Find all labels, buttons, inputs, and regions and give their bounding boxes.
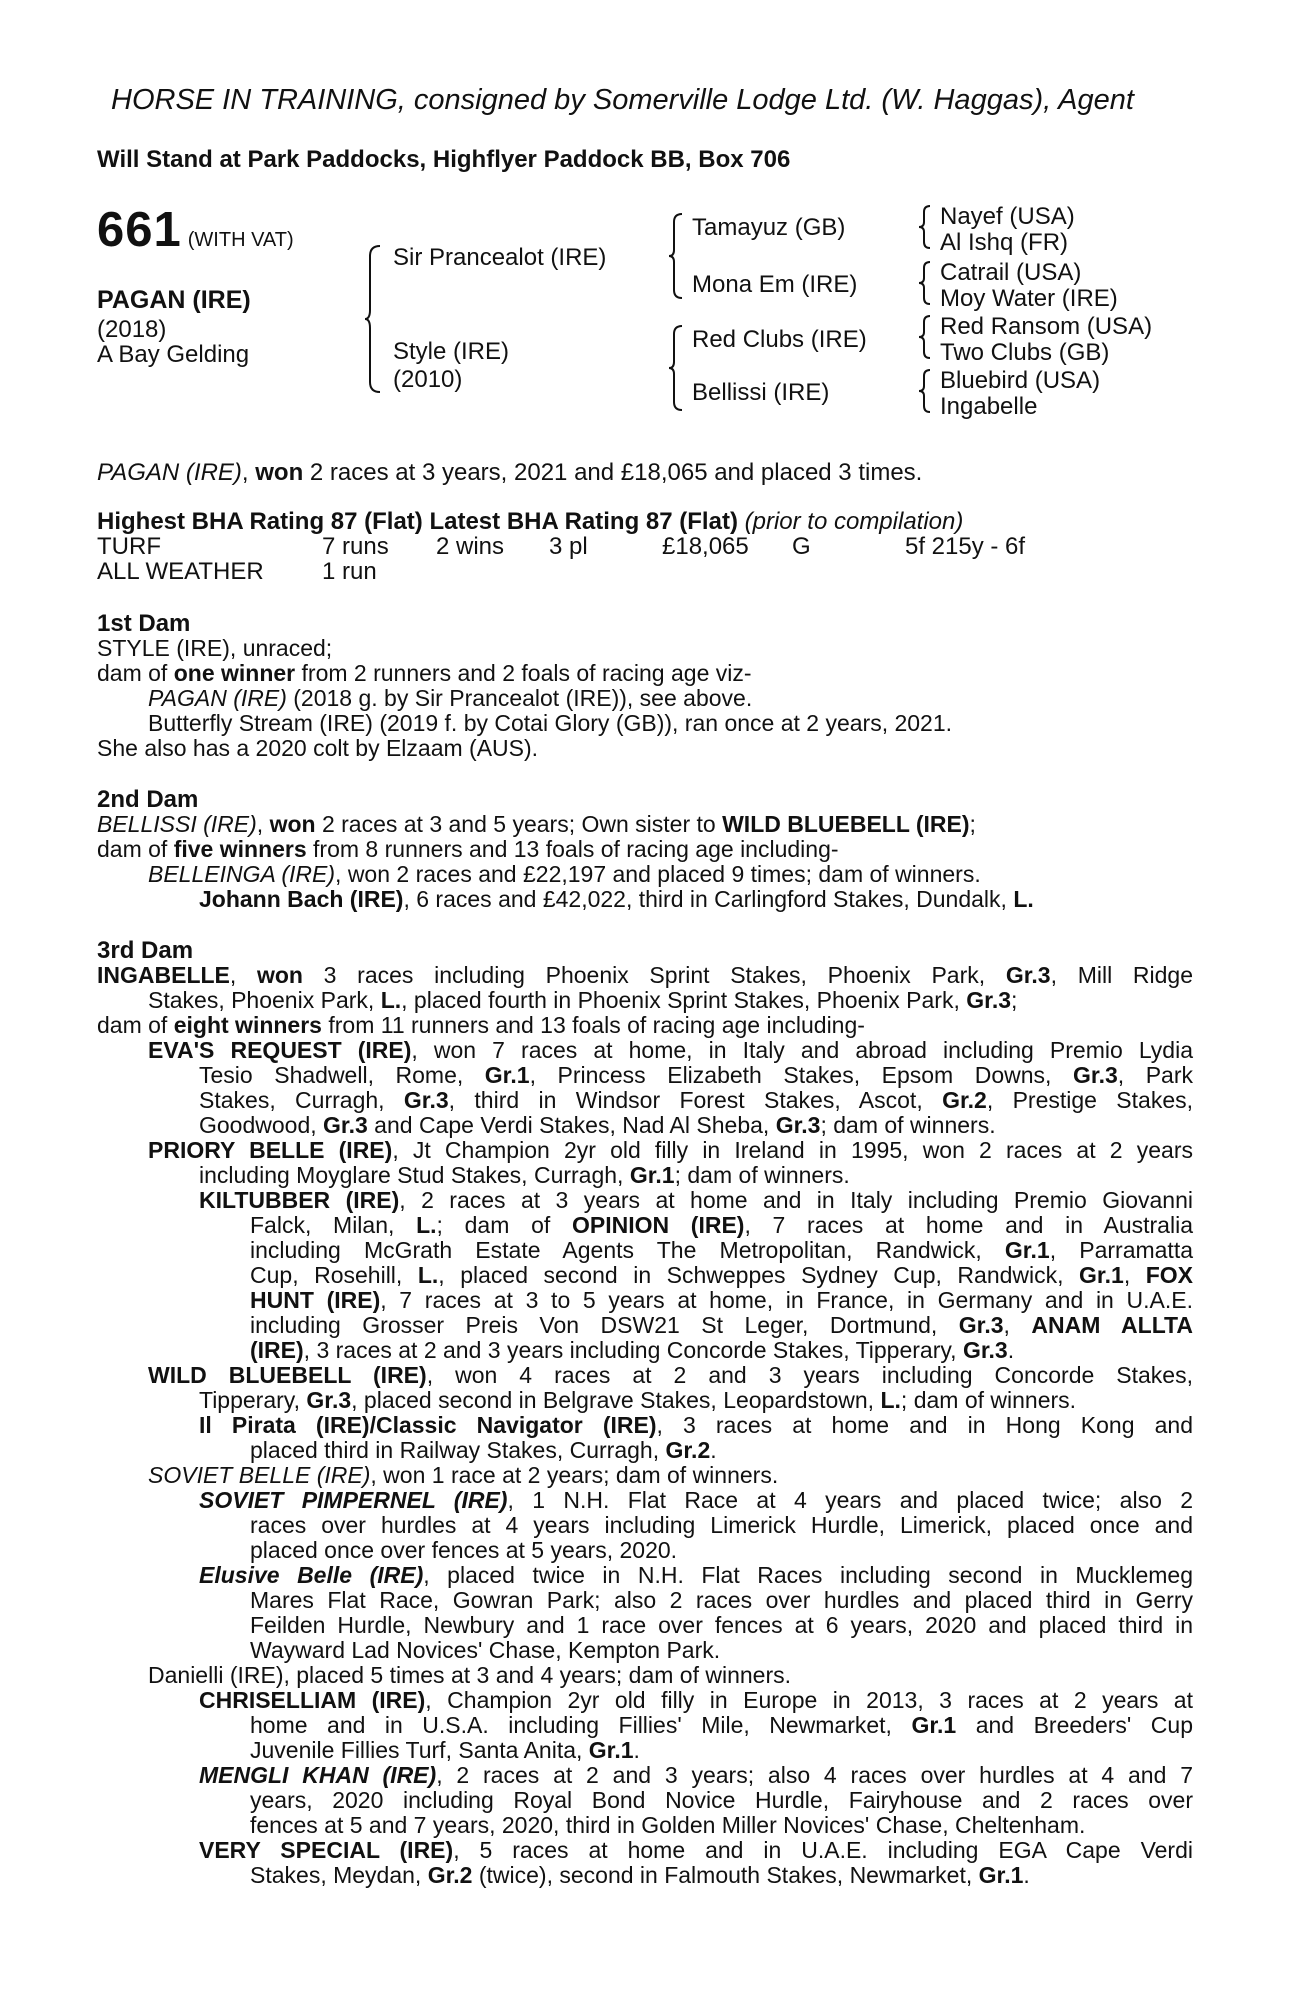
sire-line-bracket: [668, 212, 684, 300]
ancestor-4: Moy Water (IRE): [940, 285, 1118, 312]
consignment-line: HORSE IN TRAINING, consigned by Somerville Lodge Ltd. (W. Haggas), Agent: [111, 84, 1134, 116]
stand-location: Will Stand at Park Paddocks, Highflyer Paddock BB, Box 706: [97, 146, 791, 173]
third-dam-line: EVA'S REQUEST (IRE), won 7 races at home, in Italy and abroad including Premio Lydia: [148, 1037, 1193, 1063]
third-dam-line: including Grosser Preis Von DSW21 St Leger, Dortmund, Gr.3, ANAM ALLTA: [250, 1312, 1193, 1338]
second-dam-line: dam of five winners from 8 runners and 13 foals of racing age including-: [97, 836, 839, 862]
third-dam-line: (IRE), 3 races at 2 and 3 years including Concorde Stakes, Tipperary, Gr.3.: [250, 1337, 1015, 1363]
wins: 2 wins: [436, 533, 505, 560]
third-dam-line: placed third in Railway Stakes, Curragh, Gr.2.: [250, 1437, 717, 1463]
dam-sire: Red Clubs (IRE): [692, 326, 867, 353]
third-dam-line: including McGrath Estate Agents The Metropolitan, Randwick, Gr.1, Parramatta: [250, 1237, 1194, 1263]
ancestor-5: Red Ransom (USA): [940, 313, 1153, 340]
third-dam-line: Tesio Shadwell, Rome, Gr.1, Princess Elizabeth Stakes, Epsom Downs, Gr.3, Park: [199, 1062, 1193, 1088]
third-dam-line: VERY SPECIAL (IRE), 5 races at home and in U.A.E. including EGA Cape Verdi: [199, 1837, 1193, 1863]
ancestor-2: Al Ishq (FR): [940, 229, 1069, 256]
third-dam-line: Juvenile Fillies Turf, Santa Anita, Gr.1.: [250, 1737, 640, 1763]
third-dam-line: Stakes, Phoenix Park, L., placed fourth in Phoenix Sprint Stakes, Phoenix Park, Gr.3;: [148, 987, 1018, 1013]
third-dam-line: placed once over fences at 5 years, 2020.: [250, 1537, 678, 1563]
third-dam-line: HUNT (IRE), 7 races at 3 to 5 years at home, in France, in Germany and in U.A.E.: [250, 1287, 1193, 1313]
ancestor-7: Bluebird (USA): [940, 367, 1101, 394]
dam-line-bracket: [668, 324, 684, 412]
first-dam-line: Butterfly Stream (IRE) (2019 f. by Cotai Glory (GB)), ran once at 2 years, 2021.: [148, 710, 953, 736]
third-dam-line: Stakes, Meydan, Gr.2 (twice), second in Falmouth Stakes, Newmarket, Gr.1.: [250, 1862, 1030, 1888]
third-dam-line: KILTUBBER (IRE), 2 races at 3 years at home and in Italy including Premio Giovanni: [199, 1187, 1193, 1213]
third-dam-line: Elusive Belle (IRE), placed twice in N.H. Flat Races including second in Mucklemeg: [199, 1562, 1193, 1588]
ancestor-8: Ingabelle: [940, 393, 1038, 420]
sire-dam-bracket: [364, 244, 382, 394]
placed: 3 pl: [549, 533, 588, 560]
third-dam-line: Goodwood, Gr.3 and Cape Verdi Stakes, Nad Al Sheba, Gr.3; dam of winners.: [199, 1112, 996, 1138]
sire-dam: Mona Em (IRE): [692, 271, 858, 298]
bha-rating: Highest BHA Rating 87 (Flat) Latest BHA Rating 87 (Flat) (prior to compilation): [97, 508, 964, 535]
third-dam-line: PRIORY BELLE (IRE), Jt Champion 2yr old filly in Ireland in 1995, won 2 races at 2 years: [148, 1137, 1193, 1163]
dam-name: Style (IRE): [393, 338, 510, 365]
second-dam-line: Johann Bach (IRE), 6 races and £42,022, third in Carlingford Stakes, Dundalk, L.: [199, 886, 1034, 912]
earnings: £18,065: [662, 533, 749, 560]
runs: 7 runs: [322, 533, 389, 560]
sire-name: Sir Prancealot (IRE): [393, 244, 607, 271]
ancestor-3: Catrail (USA): [940, 259, 1082, 286]
grandparent-brackets: [918, 204, 932, 424]
third-dam-line: Feilden Hurdle, Newbury and 1 race over fences at 6 years, 2020 and placed third in: [250, 1612, 1193, 1638]
third-dam-line: including Moyglare Stud Stakes, Curragh, Gr.1; dam of winners.: [199, 1162, 850, 1188]
sire-sire: Tamayuz (GB): [692, 214, 846, 241]
surface: ALL WEATHER: [97, 558, 264, 585]
third-dam-line: dam of eight winners from 11 runners and 13 foals of racing age including-: [97, 1012, 865, 1038]
first-dam-line: dam of one winner from 2 runners and 2 foals of racing age viz-: [97, 660, 752, 686]
foaling-year: (2018): [97, 316, 167, 343]
third-dam-line: MENGLI KHAN (IRE), 2 races at 2 and 3 years; also 4 races over hurdles at 4 and 7: [199, 1762, 1194, 1788]
first-dam-line: She also has a 2020 colt by Elzaam (AUS).: [97, 735, 539, 761]
third-dam-line: CHRISELLIAM (IRE), Champion 2yr old filly in Europe in 2013, 3 races at 2 years at: [199, 1687, 1193, 1713]
second-dam-heading: 2nd Dam: [97, 786, 199, 813]
third-dam-line: Il Pirata (IRE)/Classic Navigator (IRE), 3 races at home and in Hong Kong and: [199, 1412, 1193, 1438]
race-summary: PAGAN (IRE), won 2 races at 3 years, 2021 and £18,065 and placed 3 times.: [97, 459, 923, 486]
third-dam-line: home and in U.S.A. including Fillies' Mile, Newmarket, Gr.1 and Breeders' Cup: [250, 1712, 1193, 1738]
horse-description: A Bay Gelding: [97, 341, 250, 368]
first-dam-heading: 1st Dam: [97, 610, 191, 637]
third-dam-line: SOVIET PIMPERNEL (IRE), 1 N.H. Flat Race at 4 years and placed twice; also 2: [199, 1487, 1194, 1513]
third-dam-line: races over hurdles at 4 years including Limerick Hurdle, Limerick, placed once and: [250, 1512, 1193, 1538]
distance: 5f 215y - 6f: [905, 533, 1026, 560]
second-dam-line: BELLEINGA (IRE), won 2 races and £22,197 and placed 9 times; dam of winners.: [148, 861, 981, 887]
third-dam-line: WILD BLUEBELL (IRE), won 4 races at 2 and 3 years including Concorde Stakes,: [148, 1362, 1193, 1388]
surface: TURF: [97, 533, 161, 560]
third-dam-line: Falck, Milan, L.; dam of OPINION (IRE), 7 races at home and in Australia: [250, 1212, 1193, 1238]
vat-note: (WITH VAT): [187, 229, 294, 251]
horse-name: PAGAN (IRE): [97, 286, 251, 314]
ancestor-6: Two Clubs (GB): [940, 339, 1110, 366]
third-dam-line: Danielli (IRE), placed 5 times at 3 and 4 years; dam of winners.: [148, 1662, 792, 1688]
third-dam-heading: 3rd Dam: [97, 937, 194, 964]
third-dam-line: Mares Flat Race, Gowran Park; also 2 races over hurdles and placed third in Gerry: [250, 1587, 1193, 1613]
ancestor-1: Nayef (USA): [940, 203, 1075, 230]
third-dam-line: Cup, Rosehill, L., placed second in Schweppes Sydney Cup, Randwick, Gr.1, FOX: [250, 1262, 1194, 1288]
third-dam-line: INGABELLE, won 3 races including Phoenix Sprint Stakes, Phoenix Park, Gr.3, Mill Ridge: [97, 962, 1193, 988]
third-dam-line: fences at 5 and 7 years, 2020, third in Golden Miller Novices' Chase, Cheltenham.: [250, 1812, 1086, 1838]
runs: 1 run: [322, 558, 377, 585]
third-dam-line: years, 2020 including Royal Bond Novice Hurdle, Fairyhouse and 2 races over: [250, 1787, 1193, 1813]
lot-number-block: [97, 202, 294, 258]
going: G: [792, 533, 811, 560]
third-dam-line: SOVIET BELLE (IRE), won 1 race at 2 years; dam of winners.: [148, 1462, 779, 1488]
dam-year: (2010): [393, 366, 463, 393]
first-dam-line: PAGAN (IRE) (2018 g. by Sir Prancealot (IRE)), see above.: [148, 685, 753, 711]
first-dam-line: STYLE (IRE), unraced;: [97, 635, 333, 661]
third-dam-line: Wayward Lad Novices' Chase, Kempton Park.: [250, 1637, 721, 1663]
second-dam-line: BELLISSI (IRE), won 2 races at 3 and 5 years; Own sister to WILD BLUEBELL (IRE);: [97, 811, 976, 837]
third-dam-line: Tipperary, Gr.3, placed second in Belgrave Stakes, Leopardstown, L.; dam of winners.: [199, 1387, 1077, 1413]
lot-number: 661: [97, 203, 182, 257]
dam-dam: Bellissi (IRE): [692, 379, 830, 406]
third-dam-line: Stakes, Curragh, Gr.3, third in Windsor Forest Stakes, Ascot, Gr.2, Prestige Stakes,: [199, 1087, 1194, 1113]
